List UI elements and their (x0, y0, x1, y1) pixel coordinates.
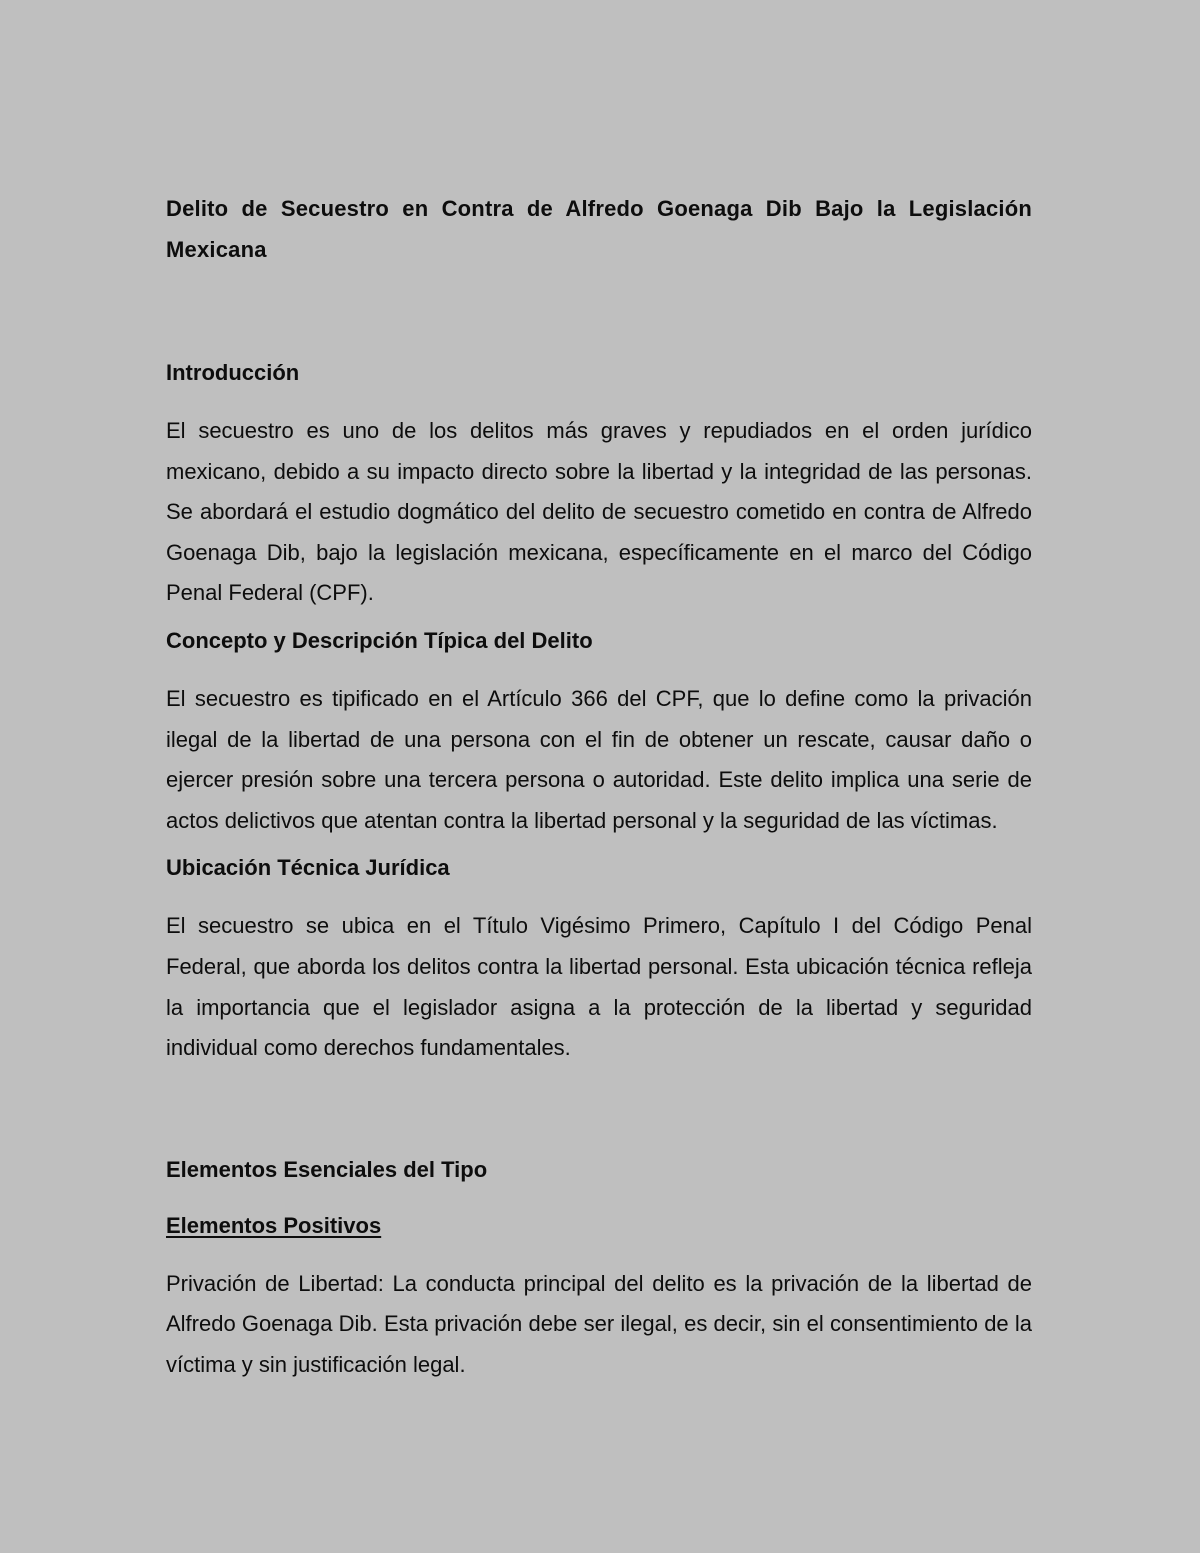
paragraph-elementos-positivos: Privación de Libertad: La conducta principal del delito es la privación de la libertad de Alfredo Goenaga Dib. Esta privación debe ser ilegal, es decir, sin el consentimiento de la víctima y sin justificación legal. (166, 1270, 1032, 1377)
paragraph-ubicacion: El secuestro se ubica en el Título Vigésimo Primero, Capítulo I del Código Penal Federal, que aborda los delitos contra la libertad personal. Esta ubicación técnica refleja la importancia que el legislador asigna a la protección de la libertad y seguridad individual como derechos fundamentales. (166, 913, 1032, 1061)
paragraph-introduccion: El secuestro es uno de los delitos más graves y repudiados en el orden jurídico mexicano, debido a su impacto directo sobre la libertad y la integridad de las personas. Se abordará el estudio dogmático del delito de secuestro cometido en contra de Alfredo Goenaga Dib, bajo la legislación mexicana, específicamente en el marco del Código Penal Federal (CPF). (166, 418, 1032, 606)
document-body (166, 188, 1032, 1386)
heading-elementos-esenciales: Elementos Esenciales del Tipo (166, 1156, 488, 1182)
subheading-elementos-positivos: Elementos Positivos (166, 1212, 382, 1238)
spacer (166, 270, 1032, 358)
heading-concepto: Concepto y Descripción Típica del Delito (166, 627, 593, 653)
paragraph-concepto: El secuestro es tipificado en el Artículo 366 del CPF, que lo define como la privación ilegal de la libertad de una persona con el fin de obtener un rescate, causar daño o ejercer presión sobre una tercera persona o autoridad. Este delito implica una serie de actos delictivos que atentan contra la libertad personal y la seguridad de las víctimas. (166, 685, 1032, 833)
document-title: Delito de Secuestro en Contra de Alfredo Goenaga Dib Bajo la Legislación Mexicana (166, 196, 1032, 262)
heading-ubicacion: Ubicación Técnica Jurídica (166, 855, 450, 881)
heading-introduccion: Introducción (166, 360, 300, 385)
